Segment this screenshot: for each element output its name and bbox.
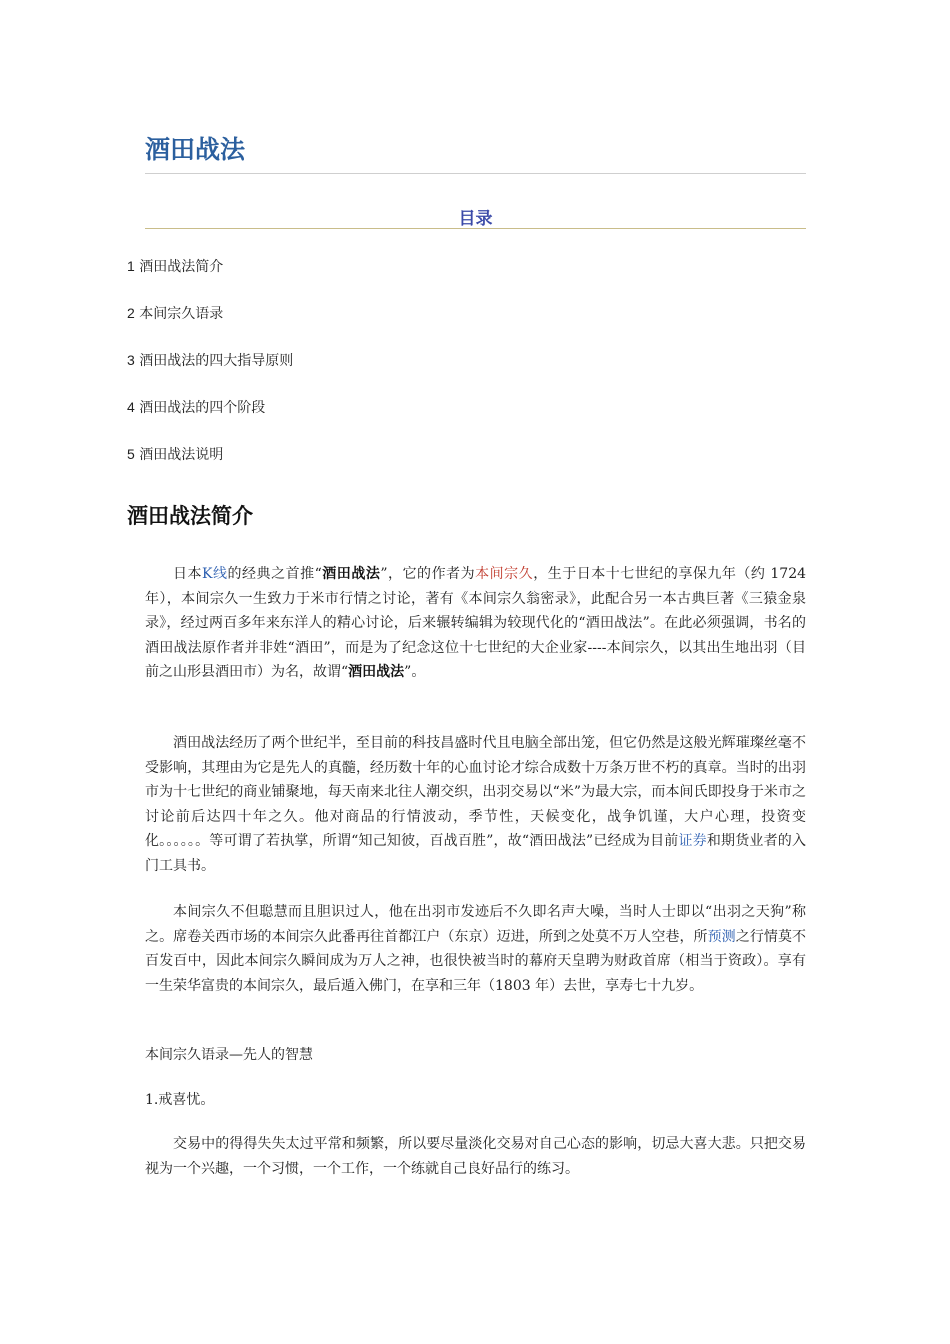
- text-span: 和期货业者的入门工具书。: [145, 833, 806, 874]
- title-divider: [145, 173, 806, 174]
- securities-link[interactable]: 证券: [678, 833, 707, 849]
- text-span: 酒田战法经历了两个世纪半，至目前的科技昌盛时代且电脑全部出笼，但它仍然是这般光辉璀璨丝毫不受影响，其理由为它是先人的真髓，经历数十年的心血讨论才综合成数十万条万世不朽的真章。当时的出羽市为十七世纪的商业铺聚地，每天南来北往人潮交织，出羽交易以“米”为最大宗，而本间氏即投身于米市之讨论前后达四十年之久。他对商品的行情波动，季节性，天候变化，战争饥谨，大户心理，投资变化。。。。。。等可谓了若执掌，所谓“知己知彼，百战百胜”，故“酒田战法”已经成为目前: [145, 735, 806, 849]
- intro-paragraph-2: [145, 731, 806, 878]
- quotes-heading: 本间宗久语录—先人的智慧: [145, 1047, 313, 1063]
- toc-item-explanation[interactable]: [127, 444, 223, 465]
- toc-item-number: 3: [127, 352, 135, 368]
- toc-item-label: 酒田战法说明: [139, 447, 224, 463]
- toc-item-label: 本间宗久语录: [139, 306, 224, 322]
- page-title: 酒田战法: [145, 135, 246, 164]
- text-span: ”，它的作者为: [380, 566, 476, 582]
- text-span: 本间宗久不但聪慧而且胆识过人，他在出羽市发迹后不久即名声大噪，当时人士即以“出羽之天狗”称之。席卷关西市场的本间宗久此番再往首都江户（东京）迈进，所到之处莫不万人空巷，所: [145, 904, 806, 945]
- text-span: ，生于日本十七世纪的享保九年（约 1724 年），本间宗久一生致力于米市行情之讨论，著有《本间宗久翁密录》，此配合另一本古典巨著《三猿金泉录》，经过两百多年来东洋人的精心讨论，后来辗转编辑为较现代化的“酒田战法”。在此必须强调，书名的酒田战法原作者并非姓“酒田”，而是为了纪念这位十七世纪的大企业家----本间宗久，以其出生地出羽（目前之山形县酒田市）为名，故谓“: [145, 566, 807, 680]
- toc-item-intro[interactable]: [127, 256, 223, 277]
- toc-item-number: 5: [127, 446, 135, 462]
- toc-item-quotes[interactable]: [127, 303, 223, 324]
- toc-item-label: 酒田战法的四个阶段: [139, 400, 266, 416]
- intro-paragraph-3: [145, 900, 806, 998]
- text-span: 日本: [173, 566, 203, 582]
- toc-item-number: 2: [127, 305, 135, 321]
- section-title-intro: 酒田战法简介: [127, 504, 253, 528]
- k-line-link[interactable]: K线: [202, 566, 228, 582]
- toc-item-number: 4: [127, 399, 135, 415]
- quote-1-title: 1.戒喜忧。: [145, 1092, 215, 1108]
- toc-item-stages[interactable]: [127, 397, 265, 418]
- text-span: 的经典之首推“: [227, 566, 322, 582]
- toc-item-number: 1: [127, 258, 135, 274]
- text-span: 之行情莫不百发百中，因此本间宗久瞬间成为万人之神，也很快被当时的幕府天皇聘为财政首席（相当于资政）。享有一生荣华富贵的本间宗久，最后遁入佛门，在享和三年（1803 年）去世，享寿七十九岁。: [145, 928, 807, 994]
- toc-divider: [145, 228, 806, 229]
- keyword-bold: 酒田战法: [348, 664, 405, 680]
- intro-paragraph-1: [145, 562, 806, 685]
- toc-heading: 目录: [458, 209, 493, 229]
- toc-item-label: 酒田战法简介: [139, 259, 224, 275]
- keyword-bold: 酒田战法: [321, 566, 381, 582]
- text-span: ”。: [404, 664, 426, 680]
- person-link[interactable]: 本间宗久: [475, 566, 534, 582]
- toc-item-label: 酒田战法的四大指导原则: [139, 353, 294, 369]
- forecast-link[interactable]: 预测: [707, 928, 736, 945]
- toc-item-principles[interactable]: [127, 350, 293, 371]
- quote-1-text: 交易中的得得失失太过平常和频繁，所以要尽量淡化交易对自己心态的影响，切忌大喜大悲。只把交易视为一个兴趣，一个习惯，一个工作，一个练就自己良好品行的练习。: [145, 1136, 806, 1177]
